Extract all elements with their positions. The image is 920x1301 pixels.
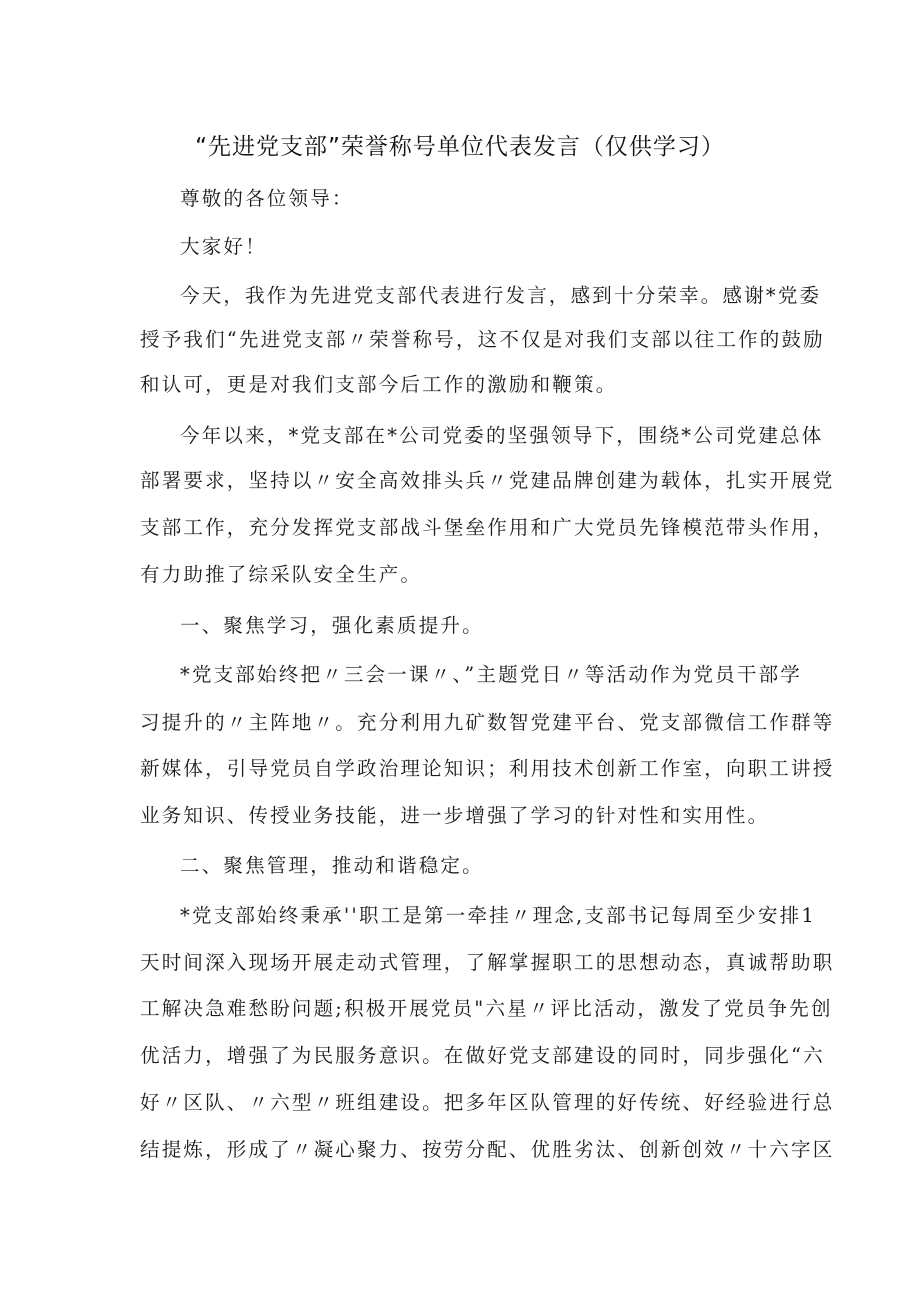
section-heading: 一、聚焦学习，强化素质提升。: [180, 614, 484, 637]
salutation: 尊敬的各位领导：: [180, 187, 354, 210]
paragraph-line: 今年以来，*党支部在*公司党委的坚强领导下，围绕*公司党建总体: [180, 424, 824, 447]
paragraph-line: 习提升的〃主阵地〃。充分利用九矿数智党建平台、党支部微信工作群等: [140, 711, 835, 734]
paragraph-line: 今天，我作为先进党支部代表进行发言，感到十分荣幸。感谢*党委: [180, 284, 822, 307]
paragraph-line: *党支部始终把〃三会一课〃、”主题党日〃等活动作为党员干部学: [180, 663, 802, 686]
paragraph-line: 支部工作，充分发挥党支部战斗堡垒作用和广大党员先锋模范带头作用，: [140, 516, 835, 539]
paragraph-line: 有力助推了综采队安全生产。: [140, 563, 423, 586]
paragraph-line: 优活力，增强了为民服务意识。在做好党支部建设的同时，同步强化“六: [140, 1044, 825, 1067]
paragraph-line: 新媒体，引导党员自学政治理论知识；利用技术创新工作室，向职工讲授: [140, 757, 835, 780]
paragraph-line: 业务知识、传授业务技能，进一步增强了学习的针对性和实用性。: [140, 804, 770, 827]
section-heading: 二、聚焦管理，推动和谐稳定。: [180, 854, 484, 877]
greeting: 大家好！: [180, 235, 267, 258]
paragraph-line: 好〃区队、〃六型〃班组建设。把多年区队管理的好传统、好经验进行总: [140, 1091, 835, 1114]
paragraph-line: 部署要求，坚持以〃安全高效排头兵〃党建品牌创建为载体，扎实开展党: [140, 469, 835, 492]
paragraph-line: 和认可，更是对我们支部今后工作的激励和鞭策。: [140, 373, 618, 396]
paragraph-line: 天时间深入现场开展走动式管理，了解掌握职工的思想动态，真诚帮助职: [140, 951, 835, 974]
paragraph-line: 授予我们“先进党支部〃荣誉称号，这不仅是对我们支部以往工作的鼓励: [140, 328, 825, 351]
paragraph-line: 结提炼，形成了〃凝心聚力、按劳分配、优胜劣汰、创新创效〃十六字区: [140, 1138, 835, 1161]
paragraph-line: *党支部始终秉承''职工是第一牵挂〃理念,支部书记每周至少安排1: [180, 904, 816, 927]
paragraph-line: 工解决急难愁盼问题;积极开展党员"六星〃评比活动，激发了党员争先创: [140, 997, 833, 1020]
document-title: “先进党支部”荣誉称号单位代表发言（仅供学习）: [195, 134, 725, 160]
